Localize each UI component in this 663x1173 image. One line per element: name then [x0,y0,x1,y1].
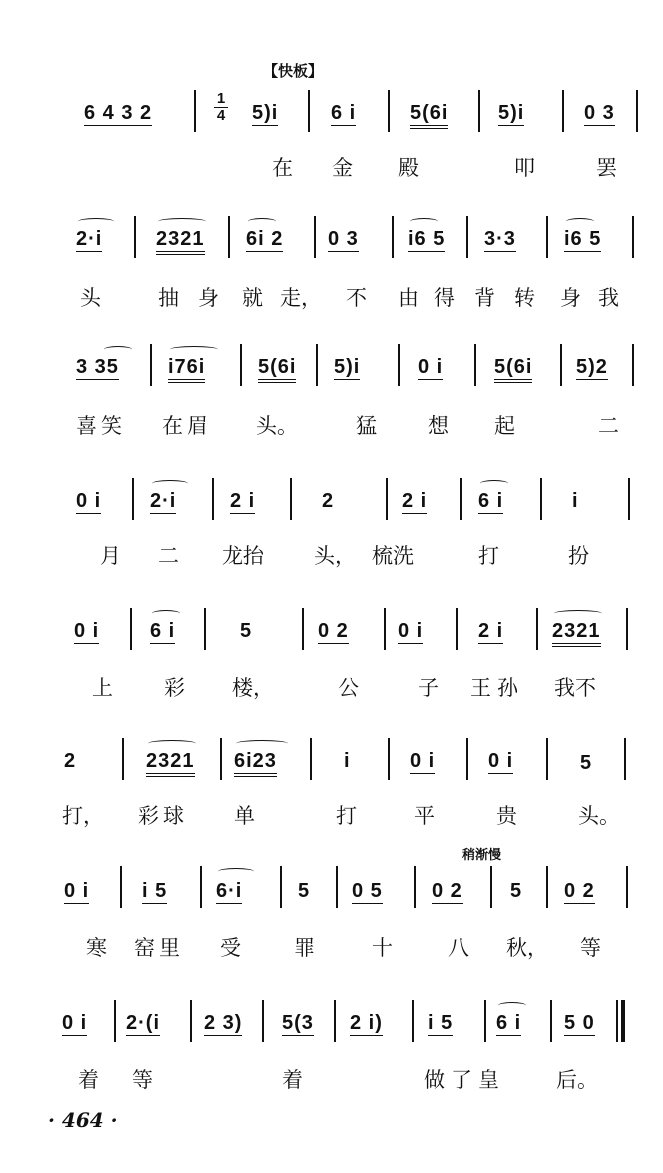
lyric: 梳洗 [372,544,414,568]
note-group: 2·i [150,490,177,512]
lyric: 我不 [554,676,596,700]
lyric: 喜笑 [76,414,126,438]
bar-line [240,344,242,386]
note-group: 2 [64,750,77,772]
lyric: 扮 [568,544,589,568]
bar-line [632,216,634,258]
note-group: 5 [510,880,523,902]
bar-line [290,478,292,520]
lyric: 受 [220,936,241,960]
lyric: 打， [62,804,104,828]
lyric: 秋， [506,936,548,960]
bar-line [546,866,548,908]
bar-line [130,608,132,650]
slur [554,610,602,617]
bar-line [398,344,400,386]
slur [410,218,438,225]
bar-line [212,478,214,520]
lyric: 打 [336,804,357,828]
lyric: 我 [598,286,619,310]
note-group: 0 3 [584,102,615,124]
lyric: 就 [242,286,263,310]
bar-line [546,216,548,258]
lyric: 寒 [86,936,107,960]
lyric: 着 [282,1068,303,1092]
time-signature: 1 4 [214,92,228,123]
bar-line [388,738,390,780]
lyric: 公 [338,676,359,700]
lyric: 等 [132,1068,153,1092]
bar-line [132,478,134,520]
lyric: 金 [332,156,353,180]
lyric: 罢 [596,156,617,180]
bar-line [316,344,318,386]
lyric: 二 [158,544,179,568]
bar-line [460,478,462,520]
bar-line [478,90,480,132]
slur [480,480,508,487]
bar-line [114,1000,116,1042]
lyric: 着 [78,1068,99,1092]
bar-line [336,866,338,908]
bar-line [484,1000,486,1042]
note-group: 2·(i [126,1012,160,1034]
note-group: 0 i [398,620,424,642]
tempo-marking-slow: 稍渐慢 [462,848,502,863]
bar-line [388,90,390,132]
bar-line [466,216,468,258]
note-group: 3·3 [484,228,516,250]
note-group: i76i [168,356,205,383]
note-group: 2321 [552,620,601,647]
note-group: 5)i [252,102,279,124]
final-bar-thick [621,1000,625,1042]
slur [152,610,180,617]
slur [152,480,188,487]
lyric: 彩球 [138,804,188,828]
note-group: 0 i [74,620,100,642]
lyric: 王孙 [470,676,524,700]
lyric: 由 [398,286,419,310]
lyric: 上 [92,676,113,700]
lyric: 二 [598,414,619,438]
bar-line [632,344,634,386]
lyric: 月 [100,544,121,568]
lyric: 在眉 [162,414,212,438]
note-group: 5)i [498,102,525,124]
note-group: 5 [580,752,593,774]
lyric: 转 [514,286,535,310]
bar-line [220,738,222,780]
bar-line [474,344,476,386]
lyric: 楼， [232,676,274,700]
note-group: 0 3 [328,228,359,250]
lyric: 后。 [556,1068,598,1092]
lyric: 想 [428,414,449,438]
note-group: 0 2 [318,620,349,642]
note-group: 0 i [64,880,90,902]
lyric: 身 [198,286,219,310]
slur [248,218,276,225]
lyric: 抽 [158,286,179,310]
bar-line [120,866,122,908]
lyric: 头。 [578,804,620,828]
lyric: 贵 [496,804,517,828]
lyric: 八 [448,936,469,960]
bar-line [536,608,538,650]
lyric: 头， [314,544,356,568]
note-group: 2 i) [350,1012,383,1034]
lyric: 头。 [256,414,298,438]
note-group: 2 i [478,620,504,642]
bar-line [546,738,548,780]
note-group: 5(6i [494,356,532,383]
bar-line [314,216,316,258]
final-bar-thin [616,1000,618,1042]
bar-line [490,866,492,908]
note-group: 5)i [334,356,361,378]
bar-line [134,216,136,258]
note-group: 2 3) [204,1012,243,1034]
note-group: 6 i [331,102,357,124]
bar-line [392,216,394,258]
note-group: i [572,490,579,512]
note-group: 0 i [62,1012,88,1034]
note-group: 6 i [478,490,504,512]
bar-line [624,738,626,780]
bar-line [200,866,202,908]
bar-line [280,866,282,908]
note-group: 0 5 [352,880,383,902]
bar-line [262,1000,264,1042]
slur [566,218,594,225]
lyric: 龙抬 [222,544,264,568]
note-group: 5 0 [564,1012,595,1034]
note-group: i6 5 [564,228,602,250]
bar-line [150,344,152,386]
lyric: 彩 [164,676,185,700]
bar-line [540,478,542,520]
bar-line [384,608,386,650]
slur [170,346,218,353]
lyric: 猛 [356,414,377,438]
note-group: 6·i [216,880,243,902]
lyric: 身 [560,286,581,310]
note-group: 6 4 3 2 [84,102,153,124]
note-group: 2 i [230,490,256,512]
slur [218,868,254,875]
note-group: 3 35 [76,356,119,378]
bar-line [626,608,628,650]
note-group: 5(3 [282,1012,314,1034]
lyric: 不 [346,286,367,310]
note-group: 2321 [146,750,195,777]
page-number: · 464 · [48,1108,118,1132]
bar-line [412,1000,414,1042]
slur [78,218,114,225]
note-group: 0 i [488,750,514,772]
slur [148,740,196,747]
note-group: i [344,750,351,772]
note-group: 0 i [410,750,436,772]
bar-line [636,90,638,132]
bar-line [626,866,628,908]
note-group: 5 [298,880,311,902]
lyric: 打 [478,544,499,568]
bar-line [628,478,630,520]
lyric: 头 [80,286,101,310]
note-group: 6i 2 [246,228,284,250]
lyric: 叩 [514,156,535,180]
bar-line [302,608,304,650]
note-group: 0 i [76,490,102,512]
note-group: i 5 [142,880,168,902]
note-group: 5(6i [410,102,448,129]
lyric: 背 [474,286,495,310]
slur [104,346,132,353]
tempo-marking-fast: 【快板】 [263,62,324,80]
note-group: 5)2 [576,356,608,378]
note-group: 6 i [150,620,176,642]
bar-line [334,1000,336,1042]
note-group: 2 i [402,490,428,512]
note-group: 6 i [496,1012,522,1034]
lyric: 殿 [398,156,419,180]
note-group: 0 2 [564,880,595,902]
note-group: 5 [240,620,253,642]
bar-line [228,216,230,258]
bar-line [386,478,388,520]
bar-line [562,90,564,132]
note-group: 5(6i [258,356,296,383]
bar-line [456,608,458,650]
note-group: 2321 [156,228,205,255]
note-group: 0 2 [432,880,463,902]
lyric: 罪 [294,936,315,960]
note-group: i6 5 [408,228,446,250]
bar-line [308,90,310,132]
bar-line [414,866,416,908]
bar-line [194,90,196,132]
slur [498,1002,526,1009]
note-group: 2 [322,490,335,512]
bar-line [204,608,206,650]
note-group: 2·i [76,228,103,250]
lyric: 做了皇 [424,1068,505,1092]
bar-line [310,738,312,780]
lyric: 窑里 [134,936,184,960]
lyric: 在 [272,156,293,180]
bar-line [550,1000,552,1042]
note-group: i 5 [428,1012,454,1034]
lyric: 走， [280,286,322,310]
lyric: 等 [580,936,601,960]
lyric: 得 [434,286,455,310]
bar-line [190,1000,192,1042]
slur [158,218,206,225]
lyric: 单 [234,804,255,828]
slur [236,740,288,747]
note-group: 6i23 [234,750,277,777]
lyric: 平 [414,804,435,828]
bar-line [122,738,124,780]
lyric: 起 [494,414,515,438]
bar-line [466,738,468,780]
note-group: 0 i [418,356,444,378]
bar-line [560,344,562,386]
lyric: 子 [418,676,439,700]
lyric: 十 [372,936,393,960]
